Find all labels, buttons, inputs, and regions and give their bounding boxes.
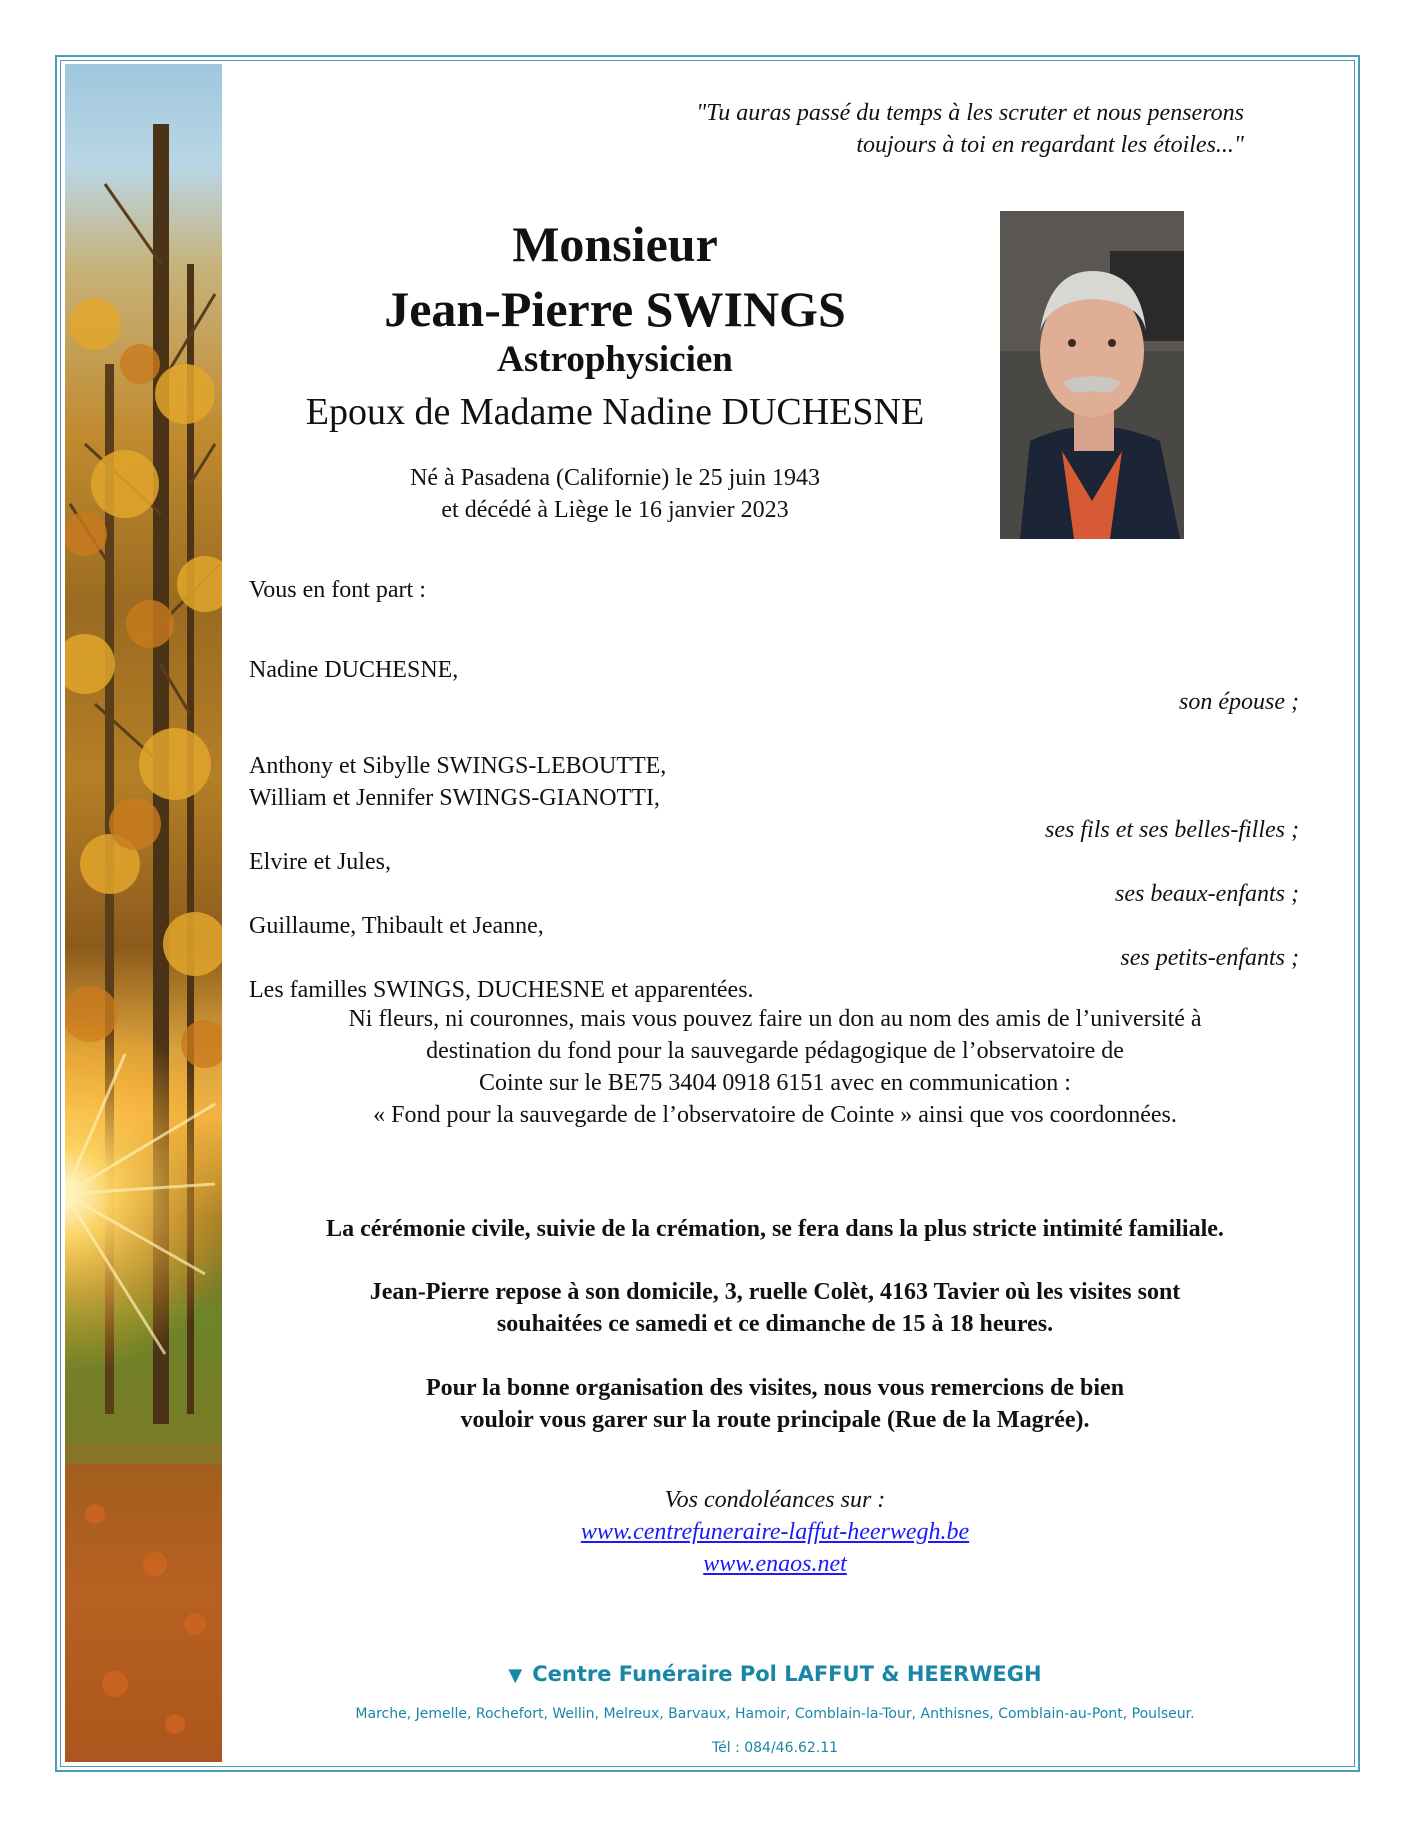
parking-line: Pour la bonne organisation des visites, nous vous remercions de bien xyxy=(425,1375,1125,1401)
donation-paragraph xyxy=(250,1003,1300,1131)
deceased-name: Jean-Pierre SWINGS xyxy=(384,281,846,337)
epigraph-quote xyxy=(560,97,1244,161)
quote-line-2: toujours à toi en regardant les étoiles..." xyxy=(856,132,1244,158)
autumn-tree-photo xyxy=(65,64,222,1762)
family-relation: ses beaux-enfants ; xyxy=(1115,881,1299,907)
family-names xyxy=(249,750,1299,814)
family-name-line: Les familles SWINGS, DUCHESNE et apparentées. xyxy=(249,977,754,1003)
ceremony-notice xyxy=(250,1213,1300,1245)
family-group xyxy=(249,654,1299,750)
phone-line: Tél : 084/46.62.11 xyxy=(711,1740,839,1756)
donation-line: Cointe sur le BE75 3404 0918 6151 avec en communication : xyxy=(479,1070,1071,1096)
funeral-home-link[interactable]: www.centrefuneraire-laffut-heerwegh.be xyxy=(580,1519,970,1545)
portrait-photo xyxy=(1000,211,1184,539)
family-relation: son épouse ; xyxy=(1179,689,1299,715)
quote-line-1: "Tu auras passé du temps à les scruter et nous penserons xyxy=(696,100,1244,126)
visits-notice xyxy=(250,1276,1300,1340)
dates-block xyxy=(240,462,990,526)
condolences-block xyxy=(250,1484,1300,1580)
family-relation: ses fils et ses belles-filles ; xyxy=(1045,817,1299,843)
family-group xyxy=(249,974,1299,1006)
family-names xyxy=(249,910,1299,942)
donation-line: « Fond pour la sauvegarde de l’observatoire de Cointe » ainsi que vos coordonnées. xyxy=(373,1102,1177,1128)
family-names xyxy=(249,974,1299,1006)
family-group xyxy=(249,910,1299,974)
spouse-line: Epoux de Madame Nadine DUCHESNE xyxy=(305,391,925,433)
funeral-home-name xyxy=(250,1662,1300,1686)
profession: Astrophysicien xyxy=(497,339,733,380)
death-line: et décédé à Liège le 16 janvier 2023 xyxy=(441,497,789,523)
parking-line: vouloir vous garer sur la route principale (Rue de la Magrée). xyxy=(460,1407,1090,1433)
family-name-line: Nadine DUCHESNE, xyxy=(249,657,459,683)
parking-notice xyxy=(250,1372,1300,1436)
family-names xyxy=(249,846,1299,878)
enaos-link[interactable]: www.enaos.net xyxy=(703,1551,847,1577)
donation-line: destination du fond pour la sauvegarde pédagogique de l’observatoire de xyxy=(426,1038,1124,1064)
visits-line: souhaitées ce samedi et ce dimanche de 15 à 18 heures. xyxy=(496,1311,1054,1337)
family-group xyxy=(249,846,1299,910)
family-relation: ses petits-enfants ; xyxy=(1120,945,1299,971)
family-list xyxy=(249,654,1299,1006)
civility-title: Monsieur xyxy=(512,216,718,272)
condolences-label: Vos condoléances sur : xyxy=(664,1487,886,1513)
visits-line: Jean-Pierre repose à son domicile, 3, ruelle Colèt, 4163 Tavier où les visites sont xyxy=(369,1279,1181,1305)
locations-line: Marche, Jemelle, Rochefort, Wellin, Melreux, Barvaux, Hamoir, Comblain-la-Tour, Anthisnes, Comblain-au-Pont, Poulseur. xyxy=(355,1706,1195,1722)
family-name-line: Guillaume, Thibault et Jeanne, xyxy=(249,913,544,939)
birth-line: Né à Pasadena (Californie) le 25 juin 1943 xyxy=(410,465,820,491)
family-name-line: Anthony et Sibylle SWINGS-LEBOUTTE, xyxy=(249,753,667,779)
donation-line: Ni fleurs, ni couronnes, mais vous pouvez faire un don au nom des amis de l’université à xyxy=(348,1006,1202,1032)
ceremony-line: La cérémonie civile, suivie de la crémation, se fera dans la plus stricte intimité familiale. xyxy=(326,1216,1224,1242)
announcement-line: Vous en font part : xyxy=(249,577,426,603)
family-name-line: William et Jennifer SWINGS-GIANOTTI, xyxy=(249,785,660,811)
family-names xyxy=(249,654,1299,686)
triangle-down-icon: ▼ xyxy=(508,1665,523,1686)
company-name: Centre Funéraire Pol LAFFUT & HEERWEGH xyxy=(532,1662,1042,1686)
family-name-line: Elvire et Jules, xyxy=(249,849,391,875)
family-group xyxy=(249,750,1299,846)
